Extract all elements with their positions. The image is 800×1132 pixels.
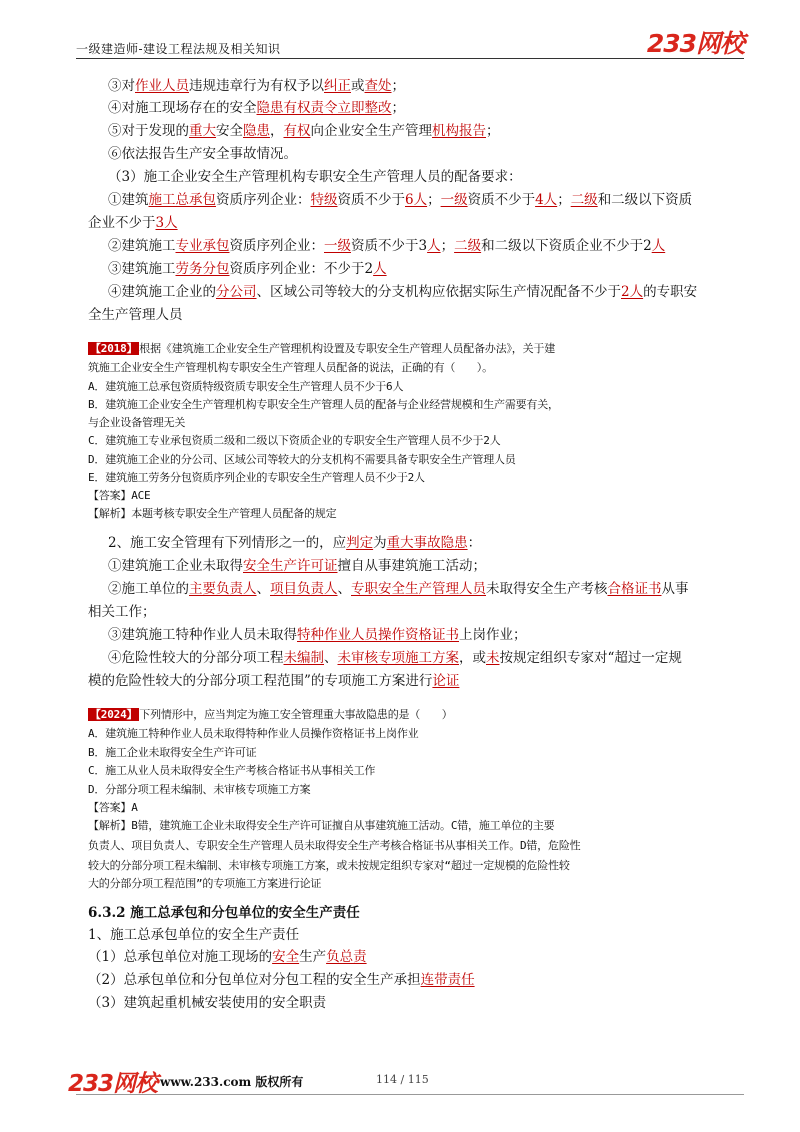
text-run: 违规违章行为有权予以 (189, 78, 324, 94)
text-run: 擅自从事建筑施工活动； (337, 558, 486, 574)
question-line (88, 414, 185, 432)
key-term: 安全生产许可证 (243, 558, 338, 574)
text-run: （3）建筑起重机械安装使用的安全职责 (88, 995, 327, 1011)
text-run: ； (391, 78, 405, 94)
text-run: ④危险性较大的分部分项工程 (108, 650, 284, 666)
text-run: （1）总承包单位对施工现场的 (88, 949, 273, 965)
key-term: 6人 (405, 192, 428, 208)
key-term: 人 (427, 238, 441, 254)
key-term: 人 (373, 261, 387, 277)
text-run: （3）施工企业安全生产管理机构专职安全生产管理人员的配备要求： (108, 169, 522, 185)
text-run: 和二级以下资质 (597, 192, 693, 208)
text-run: ； (427, 192, 441, 208)
text-run: 相关工作； (88, 604, 156, 620)
question-text: 【解析】本题考核专职安全生产管理人员配备的规定 (88, 507, 337, 520)
question-text: B．施工企业未取得安全生产许可证 (88, 746, 257, 759)
key-term: 分公司 (216, 284, 257, 300)
text-run: 为 (373, 535, 387, 551)
key-term: 人 (651, 238, 666, 254)
text-run: ②建筑施工 (108, 238, 176, 254)
key-term: 隐患有权责令立即整改 (256, 100, 392, 116)
body-line (108, 259, 387, 279)
question-text: 与企业设备管理无关 (88, 416, 186, 429)
text-run: ③对 (108, 78, 135, 94)
key-term: 劳务分包 (175, 261, 230, 277)
footer-site: www.233.com 版权所有 (160, 1075, 304, 1089)
key-term: 合格证书 (607, 581, 662, 597)
key-term: 专职安全生产管理人员 (351, 581, 486, 597)
text-run: 资质序列企业： (216, 192, 311, 208)
text-run: ③建筑施工特种作业人员未取得 (108, 627, 297, 643)
text-run: ； (391, 100, 405, 116)
question-line (88, 762, 375, 780)
body-line (88, 305, 183, 325)
key-term: 施工总承包 (148, 192, 216, 208)
text-run: ， (270, 123, 284, 139)
key-term: 隐患 (243, 123, 270, 139)
text-run: 生产 (299, 949, 327, 965)
question-line (88, 781, 310, 799)
question-text: 下列情形中，应当判定为施工安全管理重大事故隐患的是（ ） (139, 708, 453, 721)
text-run: ③建筑施工 (108, 261, 176, 277)
question-line (88, 432, 500, 450)
body-line (108, 144, 297, 164)
question-line (88, 706, 453, 724)
key-term: 特级 (310, 192, 338, 208)
body-line (108, 167, 522, 187)
text-run: 上岗作业； (459, 627, 527, 643)
text-run: ⑤对于发现的 (108, 123, 189, 139)
key-term: 项目负责人 (270, 581, 338, 597)
text-run: ⑥依法报告生产安全事故情况。 (108, 146, 297, 162)
body-line (88, 213, 178, 233)
key-term: 重大事故隐患 (386, 535, 468, 551)
body-line (108, 533, 481, 553)
key-term: 判定 (346, 535, 374, 551)
key-term: 二级 (570, 192, 598, 208)
question-line (88, 505, 336, 523)
question-text: D．建筑施工企业的分公司、区域公司等较大的分支机构不需要具备专职安全生产管理人员 (88, 453, 516, 466)
question-line (88, 857, 570, 875)
body-line (88, 925, 299, 945)
key-term: 纠正 (324, 78, 351, 94)
body-line (88, 947, 367, 967)
question-text: E．建筑施工劳务分包资质序列企业的专职安全生产管理人员不少于2人 (88, 471, 425, 484)
text-run: 未取得安全生产考核 (486, 581, 608, 597)
key-term: 未编制 (283, 650, 324, 666)
body-line (88, 602, 156, 622)
key-term: 一级 (440, 192, 468, 208)
text-run: 资质不少于3 (351, 238, 428, 254)
page-number: 114 / 115 (376, 1073, 429, 1086)
key-term: 作业人员 (135, 78, 189, 94)
question-line (88, 451, 516, 469)
text-run: 资质序列企业：不少于2 (229, 261, 374, 277)
question-line (88, 469, 425, 487)
body-line (108, 236, 665, 256)
body-line (108, 648, 682, 668)
question-line (88, 396, 559, 414)
text-run: 按规定组织专家对“超过一定规 (499, 650, 682, 666)
question-line (88, 817, 554, 835)
text-run: ： (467, 535, 482, 551)
question-text: C．施工从业人员未取得安全生产考核合格证书从事相关工作 (88, 764, 376, 777)
question-text: 较大的分部分项工程未编制、未审核专项施工方案，或未按规定组织专家对“超过一定规模的危险性较 (88, 859, 570, 872)
body-line (108, 98, 405, 118)
key-term: 2人 (621, 284, 644, 300)
text-run: 企业不少于 (88, 215, 156, 231)
question-text: B．建筑施工企业安全生产管理机构专职安全生产管理人员的配备与企业经营规模和生产需要有关， (88, 398, 559, 411)
question-text: D．分部分项工程未编制、未审核专项施工方案 (88, 783, 311, 796)
key-term: 特种作业人员操作资格证书 (297, 627, 459, 643)
body-line (88, 993, 326, 1013)
body-line (108, 556, 486, 576)
question-line (88, 340, 555, 358)
key-term: 机构报告 (432, 123, 486, 139)
question-line (88, 799, 138, 817)
text-run: ④建筑施工企业的 (108, 284, 216, 300)
text-run: 、 (256, 581, 270, 597)
key-term: 一级 (324, 238, 351, 254)
key-term: 4人 (535, 192, 558, 208)
key-term: 专业承包 (175, 238, 230, 254)
text-run: 模的危险性较大的分部分项工程范围”的专项施工方案进行 (88, 673, 433, 689)
text-run: ，或 (459, 650, 486, 666)
question-line (88, 744, 256, 762)
section-heading: 6.3.2 施工总承包和分包单位的安全生产责任 (88, 905, 360, 921)
year-tag: 【2024】 (90, 708, 138, 721)
text-run: ； (557, 192, 571, 208)
key-term: 查处 (364, 78, 392, 94)
text-run: 的专职安 (643, 284, 698, 300)
question-text: 【答案】ACE (88, 489, 151, 502)
text-run: 安全 (216, 123, 243, 139)
footer-logo: 233网校 (68, 1071, 158, 1097)
question-text: 筑施工企业安全生产管理机构专职安全生产管理人员配备的说法，正确的有（ ）。 (88, 361, 493, 374)
text-run: ； (440, 238, 455, 254)
question-line (88, 359, 493, 377)
key-term: 论证 (432, 673, 460, 689)
text-run: 全生产管理人员 (88, 307, 183, 323)
header-logo: 233网校 (646, 29, 744, 58)
question-text: C．建筑施工专业承包资质二级和二级以下资质企业的专职安全生产管理人员不少于2人 (88, 434, 501, 447)
text-run: 资质序列企业： (229, 238, 324, 254)
key-term: 负总责 (326, 949, 367, 965)
key-term: 安全 (272, 949, 300, 965)
question-line (88, 725, 418, 743)
key-term: 主要负责人 (189, 581, 257, 597)
question-text: 【答案】A (88, 801, 138, 814)
body-line (108, 282, 697, 302)
question-text: 负责人、项目负责人、专职安全生产管理人员未取得安全生产考核合格证书从事相关工作。D错，危险性 (88, 839, 581, 852)
text-run: 2、施工安全管理有下列情形之一的，应 (108, 535, 347, 551)
key-term: 有权 (283, 123, 311, 139)
key-term: 未 (486, 650, 500, 666)
text-run: ； (486, 123, 500, 139)
text-run: 、 (324, 650, 338, 666)
text-run: ②施工单位的 (108, 581, 189, 597)
question-text: 【解析】B错，建筑施工企业未取得安全生产许可证擅自从事建筑施工活动。C错，施工单位的主要 (88, 819, 555, 832)
key-term: 未审核专项施工方案 (337, 650, 459, 666)
key-term: 重大 (189, 123, 216, 139)
text-run: 向企业安全生产管理 (310, 123, 432, 139)
question-line (88, 875, 321, 893)
key-term: 3人 (155, 215, 178, 231)
question-text: 大的分部分项工程范围”的专项施工方案进行论证 (88, 877, 322, 890)
body-line (108, 579, 689, 599)
body-line (108, 76, 405, 96)
body-line (108, 190, 692, 210)
page-header (76, 24, 744, 59)
text-run: 、区域公司等较大的分支机构应依据实际生产情况配备不少于 (256, 284, 621, 300)
body-line (88, 671, 459, 691)
year-tag: 【2018】 (90, 342, 138, 355)
body-line (108, 625, 527, 645)
key-term: 连带责任 (420, 972, 475, 988)
text-run: 资质不少于 (337, 192, 405, 208)
text-run: 、 (337, 581, 351, 597)
text-run: 从事 (661, 581, 689, 597)
text-run: 和二级以下资质企业不少于2 (481, 238, 652, 254)
text-run: 资质不少于 (467, 192, 536, 208)
question-line (88, 378, 403, 396)
header-title: 一级建造师-建设工程法规及相关知识 (76, 42, 281, 56)
question-text: 根据《建筑施工企业安全生产管理机构设置及专职安全生产管理人员配备办法》，关于建 (139, 342, 555, 355)
question-text: A．建筑施工特种作业人员未取得特种作业人员操作资格证书上岗作业 (88, 727, 419, 740)
question-text: A．建筑施工总承包资质特级资质专职安全生产管理人员不少于6人 (88, 380, 404, 393)
text-run: 或 (351, 78, 365, 94)
page-footer (68, 1071, 744, 1097)
text-run: ①建筑施工企业未取得 (108, 558, 243, 574)
text-run: （2）总承包单位和分包单位对分包工程的安全生产承担 (88, 972, 421, 988)
body-line (88, 970, 475, 990)
text-run: ①建筑 (108, 192, 149, 208)
key-term: 二级 (454, 238, 482, 254)
body-line (108, 121, 500, 141)
question-line (88, 487, 150, 505)
question-line (88, 837, 580, 855)
text-run: ④对施工现场存在的安全 (108, 100, 257, 116)
text-run: 1、施工总承包单位的安全生产责任 (88, 927, 300, 943)
